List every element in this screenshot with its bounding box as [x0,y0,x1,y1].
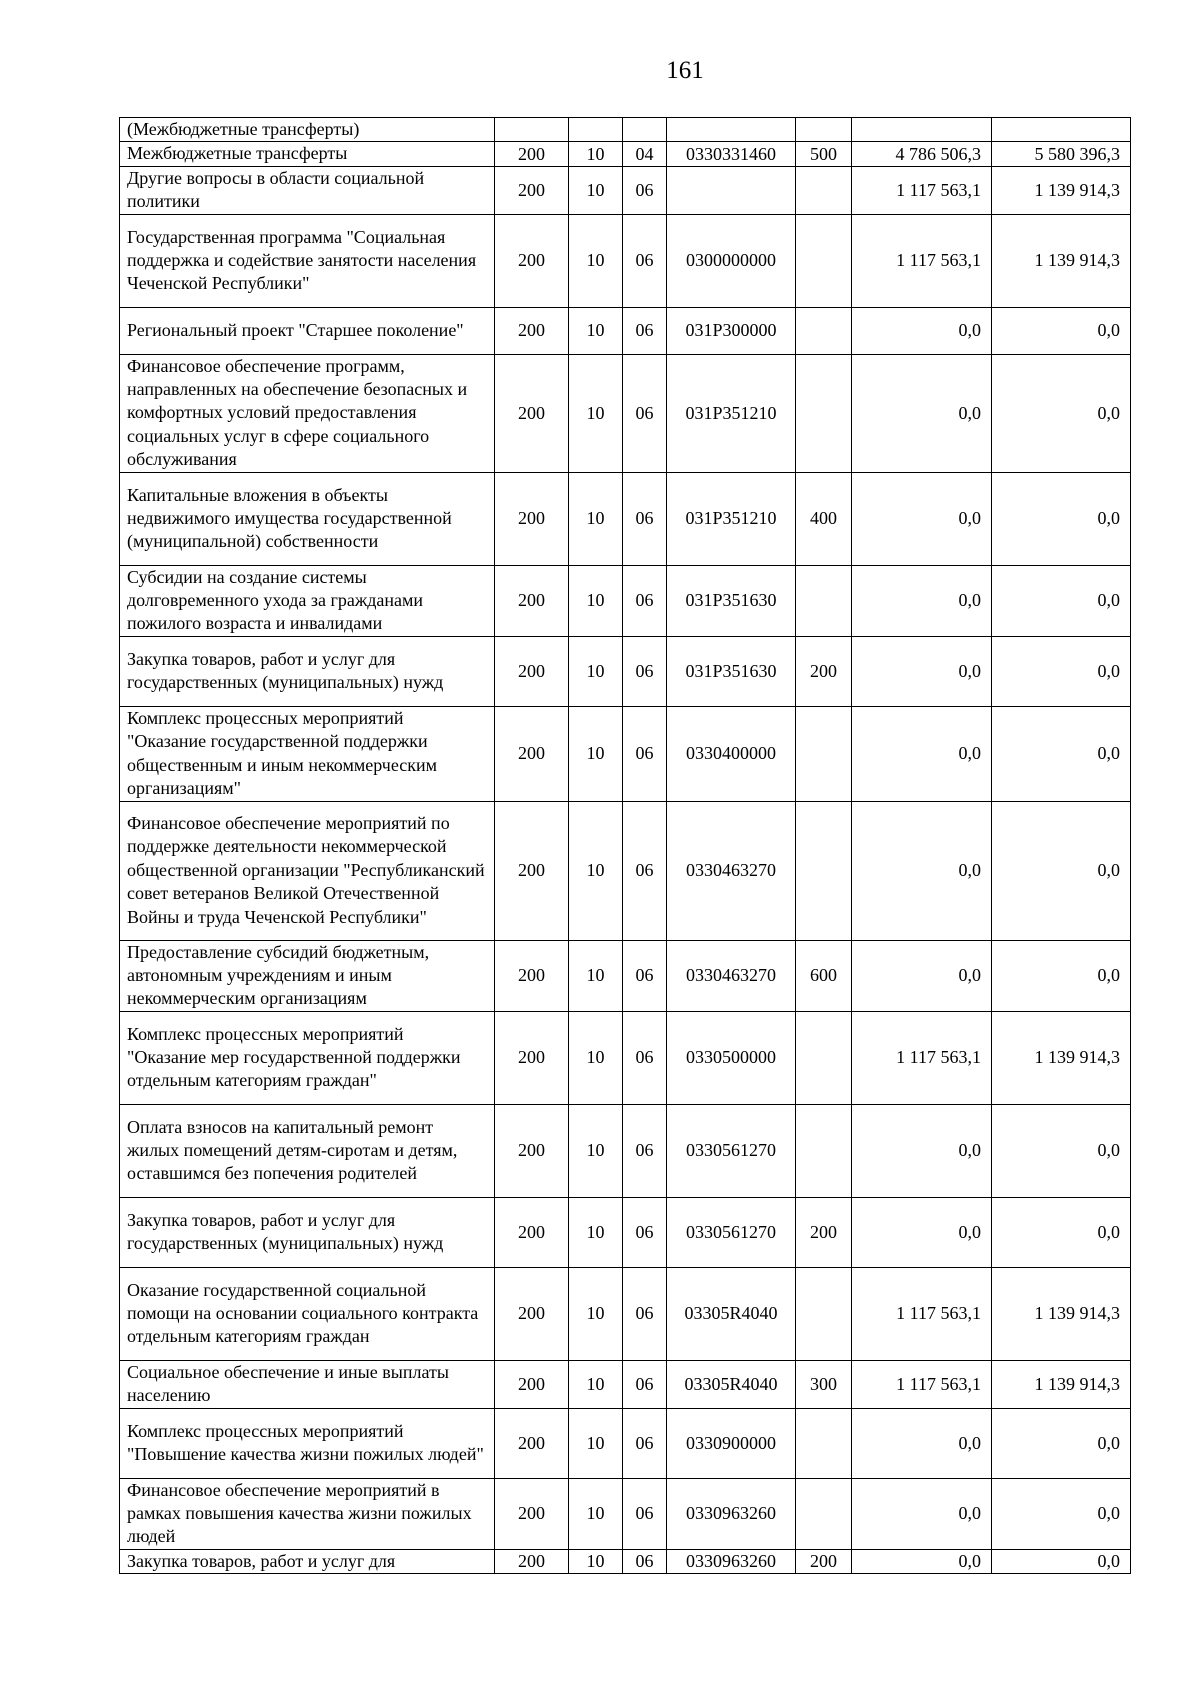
cell-expense-type [796,214,852,307]
cell-target-article [667,166,796,214]
cell-expense-type [796,565,852,636]
table-row [120,214,1131,307]
cell-razdel: 10 [569,354,623,472]
cell-target-article: 0330400000 [667,706,796,801]
cell-expense-type: 600 [796,940,852,1011]
table-row [120,472,1131,565]
cell-glav: 200 [495,1104,569,1197]
cell-sum-year-2: 0,0 [992,801,1131,940]
cell-name: Комплекс процессных мероприятий "Оказание мер государственной поддержки отдельным категориям граждан" [120,1011,495,1104]
cell-podrazdel: 06 [623,565,667,636]
table-row [120,142,1131,166]
cell-target-article: 031P351630 [667,636,796,706]
cell-expense-type [796,166,852,214]
cell-razdel: 10 [569,706,623,801]
cell-razdel: 10 [569,472,623,565]
table-row [120,1104,1131,1197]
cell-razdel: 10 [569,214,623,307]
cell-sum-year-2: 1 139 914,3 [992,1360,1131,1408]
cell-sum-year-2: 0,0 [992,307,1131,354]
cell-podrazdel: 06 [623,1011,667,1104]
cell-target-article: 031P351210 [667,354,796,472]
table-row [120,1360,1131,1408]
cell-glav: 200 [495,214,569,307]
cell-sum-year-1: 0,0 [852,1478,992,1549]
cell-sum-year-1: 0,0 [852,636,992,706]
cell-target-article: 0330561270 [667,1197,796,1267]
cell-podrazdel: 06 [623,1197,667,1267]
cell-expense-type: 200 [796,1197,852,1267]
cell-podrazdel: 06 [623,214,667,307]
cell-sum-year-1: 1 117 563,1 [852,166,992,214]
cell-sum-year-1: 0,0 [852,706,992,801]
cell-target-article: 03305R4040 [667,1267,796,1360]
cell-glav: 200 [495,142,569,166]
cell-glav: 200 [495,1360,569,1408]
table-row [120,1549,1131,1573]
table-row [120,354,1131,472]
cell-expense-type [796,118,852,142]
cell-sum-year-1: 0,0 [852,472,992,565]
cell-name: Закупка товаров, работ и услуг для государственных (муниципальных) нужд [120,636,495,706]
cell-podrazdel: 06 [623,1360,667,1408]
cell-glav: 200 [495,1408,569,1478]
cell-expense-type [796,354,852,472]
cell-podrazdel: 06 [623,801,667,940]
cell-sum-year-2: 0,0 [992,706,1131,801]
cell-podrazdel: 06 [623,307,667,354]
cell-expense-type [796,801,852,940]
cell-target-article: 03305R4040 [667,1360,796,1408]
cell-expense-type [796,1011,852,1104]
cell-podrazdel: 06 [623,636,667,706]
cell-name: Финансовое обеспечение мероприятий по поддержке деятельности некоммерческой общественной организации "Республиканский совет ветеранов Великой Отечественной Войны и труда Чеченской Республики" [120,801,495,940]
cell-razdel: 10 [569,1549,623,1573]
cell-sum-year-2: 0,0 [992,1549,1131,1573]
cell-razdel: 10 [569,801,623,940]
cell-sum-year-1: 0,0 [852,354,992,472]
cell-razdel: 10 [569,1011,623,1104]
cell-name: Оказание государственной социальной помощи на основании социального контракта отдельным категориям граждан [120,1267,495,1360]
cell-name: (Межбюджетные трансферты) [120,118,495,142]
cell-sum-year-2: 0,0 [992,1478,1131,1549]
cell-glav: 200 [495,801,569,940]
table-row [120,636,1131,706]
cell-sum-year-2: 0,0 [992,1408,1131,1478]
budget-table [119,117,1131,1574]
cell-glav: 200 [495,354,569,472]
table-row [120,565,1131,636]
cell-sum-year-2: 0,0 [992,354,1131,472]
cell-sum-year-1: 0,0 [852,1197,992,1267]
cell-podrazdel: 04 [623,142,667,166]
cell-expense-type: 200 [796,1549,852,1573]
cell-razdel [569,118,623,142]
cell-sum-year-1: 0,0 [852,1104,992,1197]
cell-target-article: 0330500000 [667,1011,796,1104]
cell-razdel: 10 [569,1104,623,1197]
table-row [120,706,1131,801]
cell-razdel: 10 [569,1267,623,1360]
cell-glav: 200 [495,1011,569,1104]
cell-podrazdel: 06 [623,706,667,801]
cell-sum-year-1: 0,0 [852,940,992,1011]
table-row [120,1011,1131,1104]
cell-expense-type [796,1478,852,1549]
cell-name: Комплекс процессных мероприятий "Повышение качества жизни пожилых людей" [120,1408,495,1478]
cell-target-article: 0330963260 [667,1478,796,1549]
cell-expense-type [796,1267,852,1360]
cell-name: Закупка товаров, работ и услуг для [120,1549,495,1573]
cell-glav: 200 [495,166,569,214]
table-row [120,801,1131,940]
table-row [120,307,1131,354]
cell-glav: 200 [495,706,569,801]
cell-podrazdel: 06 [623,1478,667,1549]
cell-sum-year-2: 0,0 [992,472,1131,565]
cell-name: Закупка товаров, работ и услуг для государственных (муниципальных) нужд [120,1197,495,1267]
table-row [120,1478,1131,1549]
cell-sum-year-2 [992,118,1131,142]
cell-expense-type: 200 [796,636,852,706]
cell-expense-type: 500 [796,142,852,166]
cell-glav: 200 [495,1478,569,1549]
cell-podrazdel: 06 [623,1549,667,1573]
cell-glav: 200 [495,1549,569,1573]
cell-expense-type [796,1104,852,1197]
cell-target-article: 0300000000 [667,214,796,307]
cell-name: Субсидии на создание системы долговременного ухода за гражданами пожилого возраста и инвалидами [120,565,495,636]
cell-expense-type: 400 [796,472,852,565]
cell-podrazdel: 06 [623,166,667,214]
cell-name: Предоставление субсидий бюджетным, автономным учреждениям и иным некоммерческим организациям [120,940,495,1011]
cell-razdel: 10 [569,1408,623,1478]
cell-glav: 200 [495,940,569,1011]
cell-name: Другие вопросы в области социальной политики [120,166,495,214]
cell-glav [495,118,569,142]
cell-name: Финансовое обеспечение программ, направленных на обеспечение безопасных и комфортных условий предоставления социальных услуг в сфере социального обслуживания [120,354,495,472]
cell-glav: 200 [495,636,569,706]
cell-glav: 200 [495,1197,569,1267]
page-number: 161 [666,57,704,84]
cell-sum-year-1: 1 117 563,1 [852,214,992,307]
cell-target-article: 031P351210 [667,472,796,565]
cell-sum-year-2: 1 139 914,3 [992,1267,1131,1360]
cell-target-article: 031P300000 [667,307,796,354]
cell-expense-type [796,1408,852,1478]
cell-sum-year-2: 0,0 [992,1104,1131,1197]
cell-sum-year-2: 1 139 914,3 [992,166,1131,214]
table-row [120,1197,1131,1267]
cell-sum-year-1: 1 117 563,1 [852,1267,992,1360]
cell-sum-year-2: 0,0 [992,565,1131,636]
table-row [120,1408,1131,1478]
cell-glav: 200 [495,472,569,565]
table-row [120,166,1131,214]
cell-podrazdel: 06 [623,472,667,565]
cell-sum-year-1: 0,0 [852,1549,992,1573]
cell-name: Капитальные вложения в объекты недвижимого имущества государственной (муниципальной) собственности [120,472,495,565]
cell-podrazdel: 06 [623,354,667,472]
cell-sum-year-1: 0,0 [852,801,992,940]
table-row [120,1267,1131,1360]
cell-podrazdel: 06 [623,1104,667,1197]
cell-target-article: 0330561270 [667,1104,796,1197]
cell-sum-year-1: 0,0 [852,1408,992,1478]
cell-target-article: 031P351630 [667,565,796,636]
cell-name: Оплата взносов на капитальный ремонт жилых помещений детям-сиротам и детям, оставшимся без попечения родителей [120,1104,495,1197]
cell-target-article: 0330463270 [667,940,796,1011]
table-row [120,118,1131,142]
cell-target-article [667,118,796,142]
cell-expense-type [796,706,852,801]
cell-name: Комплекс процессных мероприятий "Оказание государственной поддержки общественным и иным некоммерческим организациям" [120,706,495,801]
cell-razdel: 10 [569,636,623,706]
cell-expense-type: 300 [796,1360,852,1408]
cell-target-article: 0330463270 [667,801,796,940]
cell-name: Финансовое обеспечение мероприятий в рамках повышения качества жизни пожилых людей [120,1478,495,1549]
cell-sum-year-2: 0,0 [992,1197,1131,1267]
cell-sum-year-2: 0,0 [992,940,1131,1011]
cell-sum-year-1: 1 117 563,1 [852,1011,992,1104]
cell-sum-year-1: 0,0 [852,565,992,636]
cell-razdel: 10 [569,940,623,1011]
cell-podrazdel: 06 [623,1267,667,1360]
cell-expense-type [796,307,852,354]
cell-sum-year-1: 4 786 506,3 [852,142,992,166]
cell-sum-year-2: 0,0 [992,636,1131,706]
cell-razdel: 10 [569,307,623,354]
cell-target-article: 0330331460 [667,142,796,166]
cell-glav: 200 [495,565,569,636]
cell-sum-year-2: 1 139 914,3 [992,214,1131,307]
cell-name: Региональный проект "Старшее поколение" [120,307,495,354]
cell-razdel: 10 [569,565,623,636]
cell-sum-year-1 [852,118,992,142]
cell-podrazdel [623,118,667,142]
cell-sum-year-1: 0,0 [852,307,992,354]
cell-sum-year-1: 1 117 563,1 [852,1360,992,1408]
cell-razdel: 10 [569,142,623,166]
cell-name: Государственная программа "Социальная поддержка и содействие занятости населения Чеченской Республики" [120,214,495,307]
cell-target-article: 0330963260 [667,1549,796,1573]
cell-sum-year-2: 5 580 396,3 [992,142,1131,166]
cell-podrazdel: 06 [623,1408,667,1478]
cell-razdel: 10 [569,1197,623,1267]
cell-glav: 200 [495,307,569,354]
table-row [120,940,1131,1011]
cell-sum-year-2: 1 139 914,3 [992,1011,1131,1104]
cell-razdel: 10 [569,166,623,214]
cell-podrazdel: 06 [623,940,667,1011]
cell-name: Социальное обеспечение и иные выплаты населению [120,1360,495,1408]
cell-razdel: 10 [569,1360,623,1408]
cell-target-article: 0330900000 [667,1408,796,1478]
table-body [120,118,1131,1574]
cell-name: Межбюджетные трансферты [120,142,495,166]
cell-razdel: 10 [569,1478,623,1549]
cell-glav: 200 [495,1267,569,1360]
